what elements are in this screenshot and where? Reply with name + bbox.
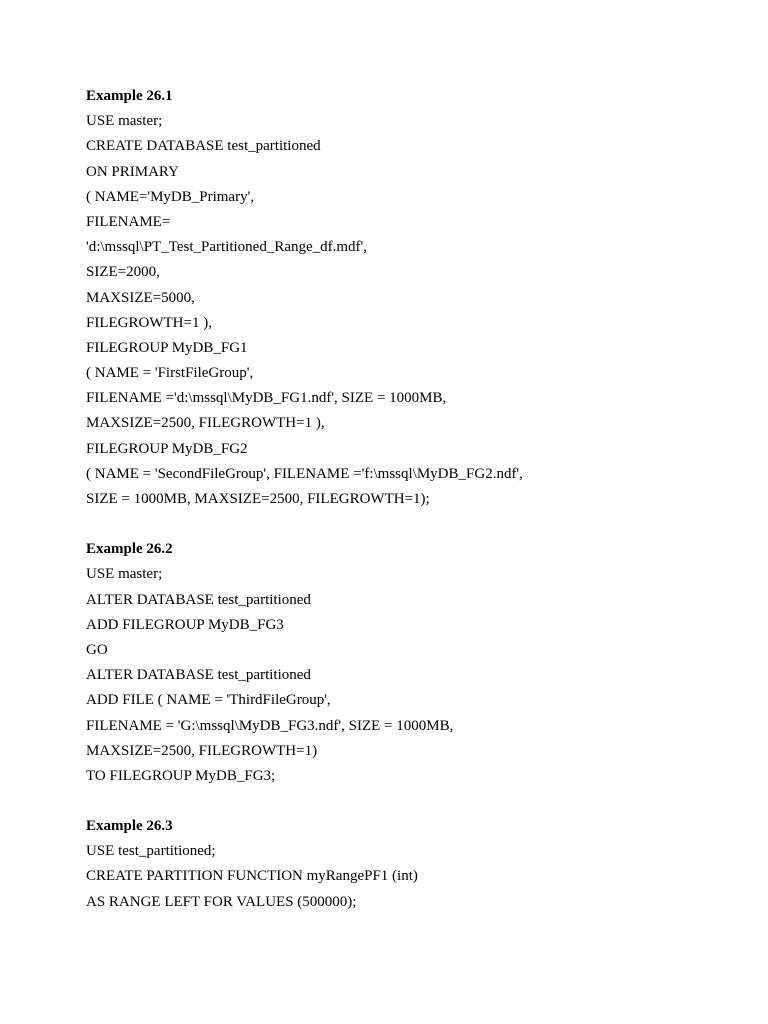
- example-26-1: [86, 84, 726, 512]
- document-page: [86, 84, 726, 915]
- example-heading: Example 26.2: [86, 541, 173, 558]
- code-line: ( NAME='MyDB_Primary',: [86, 188, 255, 205]
- code-line: USE master;: [86, 566, 163, 583]
- example-26-2: [86, 537, 726, 789]
- code-line: SIZE=2000,: [86, 264, 160, 281]
- code-line: FILEGROWTH=1 ),: [86, 314, 212, 331]
- code-line: ( NAME = 'SecondFileGroup', FILENAME ='f:\mssql\MyDB_FG2.ndf',: [86, 465, 523, 482]
- code-line: TO FILEGROUP MyDB_FG3;: [86, 767, 276, 784]
- code-line: FILEGROUP MyDB_FG2: [86, 440, 248, 457]
- code-line: SIZE = 1000MB, MAXSIZE=2500, FILEGROWTH=1);: [86, 491, 430, 507]
- code-line: AS RANGE LEFT FOR VALUES (500000);: [86, 893, 357, 910]
- example-26-3: [86, 814, 726, 915]
- code-line: ADD FILE ( NAME = 'ThirdFileGroup',: [86, 692, 331, 709]
- code-line: USE test_partitioned;: [86, 843, 216, 860]
- code-line: ALTER DATABASE test_partitioned: [86, 591, 311, 608]
- code-line: MAXSIZE=2500, FILEGROWTH=1): [86, 742, 318, 759]
- code-line: ALTER DATABASE test_partitioned: [86, 667, 311, 684]
- code-line: ADD FILEGROUP MyDB_FG3: [86, 616, 284, 633]
- code-line: ( NAME = 'FirstFileGroup',: [86, 365, 254, 382]
- example-heading: Example 26.3: [86, 818, 173, 835]
- code-line: CREATE DATABASE test_partitioned: [86, 138, 321, 155]
- example-heading: Example 26.1: [86, 88, 173, 104]
- code-line: MAXSIZE=2500, FILEGROWTH=1 ),: [86, 415, 325, 432]
- code-line: ON PRIMARY: [86, 163, 179, 180]
- code-line: GO: [86, 641, 108, 658]
- code-line: 'd:\mssql\PT_Test_Partitioned_Range_df.mdf',: [86, 239, 368, 256]
- code-line: FILENAME = 'G:\mssql\MyDB_FG3.ndf', SIZE = 1000MB,: [86, 717, 454, 734]
- code-line: FILENAME=: [86, 213, 171, 230]
- code-line: FILENAME ='d:\mssql\MyDB_FG1.ndf', SIZE = 1000MB,: [86, 390, 447, 407]
- code-line: FILEGROUP MyDB_FG1: [86, 339, 248, 356]
- code-line: USE master;: [86, 113, 163, 130]
- code-line: CREATE PARTITION FUNCTION myRangePF1 (int): [86, 868, 418, 885]
- code-line: MAXSIZE=5000,: [86, 289, 195, 306]
